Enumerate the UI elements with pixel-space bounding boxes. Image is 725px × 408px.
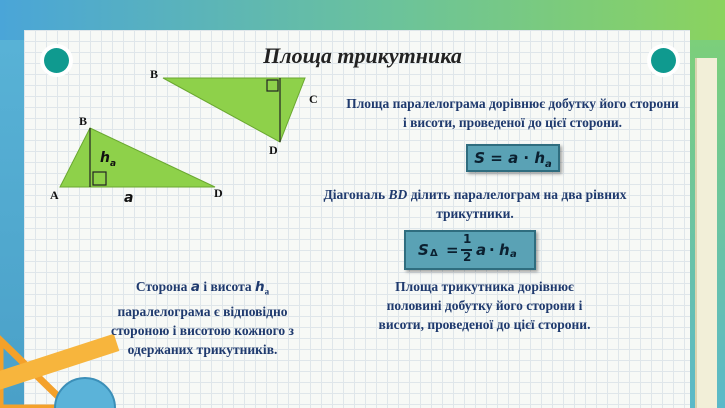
label-height: $h_a$ <box>100 150 117 169</box>
diagonal-text: Діагональ BD ділить паралелограм на два рівних трикутники. <box>323 187 627 221</box>
label-side-a: a <box>124 190 134 206</box>
label-d-lower: D <box>214 186 223 200</box>
page-title: Площа трикутника <box>263 43 462 68</box>
label-d-upper: D <box>269 143 278 157</box>
para-formula: $S = a \cdot h_a$ <box>466 144 560 172</box>
side-height-text: Сторона a і висота $h_a$ паралелограма є відповідно стороною і висотою кожного з одержаних трикутників. <box>110 279 294 357</box>
para-area-text: Площа паралелограма дорівнює добутку його сторони і висоти, проведеної до цієї сторони. <box>346 96 679 130</box>
label-c: C <box>309 92 318 106</box>
label-b-upper: B <box>150 67 159 81</box>
protractor-icon <box>55 378 115 408</box>
triangle-formula: S Δ = 1 2 a · h a <box>404 230 536 270</box>
label-a-vertex: A <box>50 188 59 202</box>
lower-triangle <box>60 128 215 187</box>
label-b-lower: B <box>79 114 88 128</box>
upper-triangle <box>163 78 305 142</box>
triangle-area-text: Площа трикутника дорівнює половині добутку його сторони і висоти, проведеної до цієї сторони. <box>378 279 591 332</box>
